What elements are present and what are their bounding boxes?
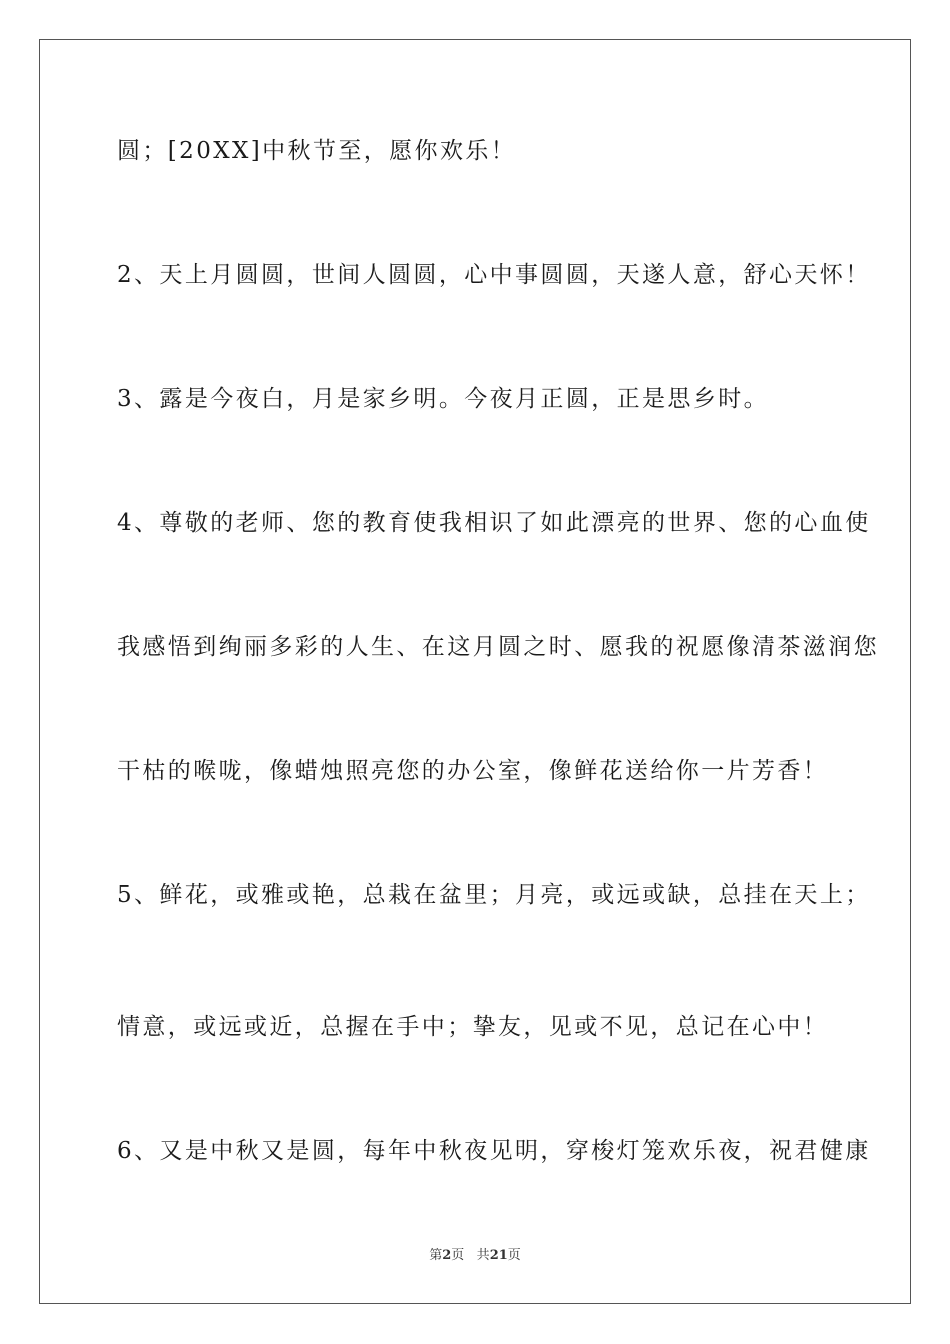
- total-pages: 21: [489, 1248, 508, 1263]
- page-number: 2: [442, 1248, 452, 1263]
- text-line-3: 3、露是今夜白，月是家乡明。今夜月正圆，正是思乡时。: [117, 386, 770, 412]
- text-line-4: 4、尊敬的老师、您的教育使我相识了如此漂亮的世界、您的心血使: [117, 510, 871, 536]
- page-prefix: 第: [429, 1248, 443, 1263]
- text-line-2: 2、天上月圆圆，世间人圆圆，心中事圆圆，天遂人意，舒心天怀！: [117, 262, 871, 288]
- total-suffix: 页: [507, 1248, 521, 1263]
- text-line-6: 干枯的喉咙，像蜡烛照亮您的办公室，像鲜花送给你一片芳香！: [117, 758, 829, 784]
- text-line-5: 我感悟到绚丽多彩的人生、在这月圆之时、愿我的祝愿像清茶滋润您: [117, 634, 879, 660]
- page-border: [39, 39, 911, 1304]
- page-footer: [0, 1247, 950, 1265]
- text-line-7: 5、鲜花，或雅或艳，总栽在盆里；月亮，或远或缺，总挂在天上；: [117, 882, 871, 908]
- total-prefix: 共: [476, 1248, 490, 1263]
- text-line-1: 圆；[20XX]中秋节至，愿你欢乐！: [117, 138, 517, 164]
- page-suffix: 页: [451, 1248, 465, 1263]
- text-line-8: 情意，或远或近，总握在手中；挚友，见或不见，总记在心中！: [117, 1014, 829, 1040]
- text-line-9: 6、又是中秋又是圆，每年中秋夜见明，穿梭灯笼欢乐夜，祝君健康: [117, 1138, 871, 1164]
